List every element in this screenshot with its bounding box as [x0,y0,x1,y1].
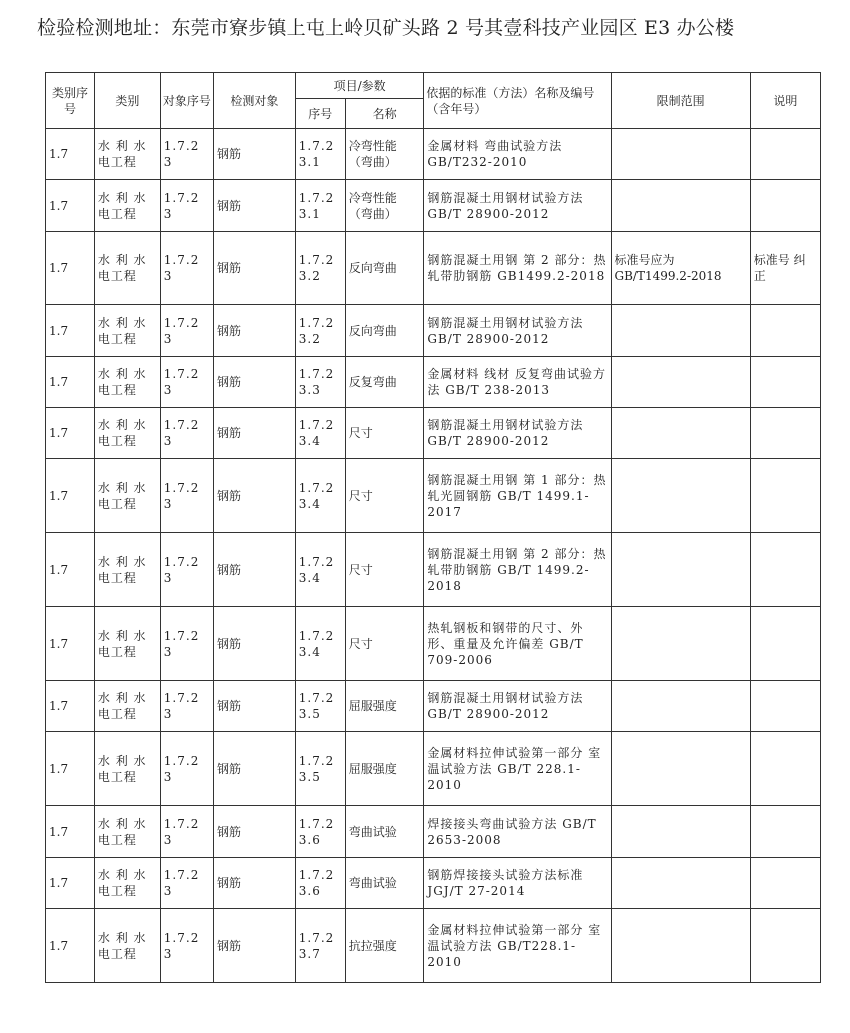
table-row [46,806,821,858]
category-cell: 水 利 水 电工程 [94,180,160,232]
note-cell [750,607,820,681]
item-no-cell: 1.7.2 3.5 [295,681,345,732]
category-no-cell: 1.7 [46,681,95,732]
table-row [46,607,821,681]
category-no-cell: 1.7 [46,357,95,408]
object-cell: 钢筋 [213,357,295,408]
item-name-cell: 冷弯性能（弯曲） [345,129,424,180]
standard-cell: 金属材料拉伸试验第一部分 室温试验方法 GB/T 228.1-2010 [424,732,611,806]
item-no-cell: 1.7.2 3.4 [295,408,345,459]
category-cell: 水 利 水 电工程 [94,732,160,806]
item-name-cell: 屈服强度 [345,681,424,732]
item-no-cell: 1.7.2 3.6 [295,806,345,858]
object-cell: 钢筋 [213,732,295,806]
header-category-no: 类别序号 [46,73,95,129]
item-no-cell: 1.7.2 3.6 [295,858,345,909]
table-header [46,73,821,129]
object-cell: 钢筋 [213,459,295,533]
item-no-cell: 1.7.2 3.3 [295,357,345,408]
standard-cell: 钢筋混凝土用钢 第 2 部分：热轧带肋钢筋 GB1499.2-2018 [424,232,611,305]
header-item-name: 名称 [345,99,424,129]
standard-cell: 钢筋混凝土用钢 第 2 部分：热轧带肋钢筋 GB/T 1499.2-2018 [424,533,611,607]
item-no-cell: 1.7.2 3.1 [295,180,345,232]
header-item-no: 序号 [295,99,345,129]
table-row [46,357,821,408]
table-row [46,408,821,459]
table-row [46,459,821,533]
object-no-cell: 1.7.2 3 [160,533,213,607]
object-cell: 钢筋 [213,408,295,459]
table-row [46,858,821,909]
category-no-cell: 1.7 [46,806,95,858]
object-no-cell: 1.7.2 3 [160,129,213,180]
note-cell: 标准号 纠正 [750,232,820,305]
object-cell: 钢筋 [213,180,295,232]
header-object-no: 对象序号 [160,73,213,129]
accreditation-table [45,72,821,983]
limit-cell [611,533,750,607]
object-no-cell: 1.7.2 3 [160,858,213,909]
note-cell [750,533,820,607]
table-row [46,232,821,305]
item-no-cell: 1.7.2 3.5 [295,732,345,806]
note-cell [750,305,820,357]
item-name-cell: 尺寸 [345,533,424,607]
note-cell [750,129,820,180]
category-cell: 水 利 水 电工程 [94,607,160,681]
limit-cell [611,129,750,180]
item-name-cell: 冷弯性能（弯曲） [345,180,424,232]
limit-cell [611,459,750,533]
table-row [46,180,821,232]
item-no-cell: 1.7.2 3.7 [295,909,345,983]
item-no-cell: 1.7.2 3.2 [295,305,345,357]
note-cell [750,408,820,459]
limit-cell [611,681,750,732]
item-name-cell: 尺寸 [345,408,424,459]
standard-cell: 钢筋混凝土用钢材试验方法 GB/T 28900-2012 [424,408,611,459]
item-name-cell: 反复弯曲 [345,357,424,408]
object-no-cell: 1.7.2 3 [160,232,213,305]
item-no-cell: 1.7.2 3.4 [295,607,345,681]
item-name-cell: 尺寸 [345,607,424,681]
note-cell [750,909,820,983]
category-cell: 水 利 水 电工程 [94,232,160,305]
limit-cell [611,305,750,357]
standard-cell: 钢筋混凝土用钢 第 1 部分：热轧光圆钢筋 GB/T 1499.1-2017 [424,459,611,533]
category-no-cell: 1.7 [46,129,95,180]
limit-cell [611,806,750,858]
standard-cell: 钢筋焊接接头试验方法标准 JGJ/T 27-2014 [424,858,611,909]
object-cell: 钢筋 [213,305,295,357]
category-cell: 水 利 水 电工程 [94,533,160,607]
limit-cell [611,180,750,232]
item-no-cell: 1.7.2 3.1 [295,129,345,180]
object-no-cell: 1.7.2 3 [160,459,213,533]
standard-cell: 金属材料 弯曲试验方法 GB/T232-2010 [424,129,611,180]
category-no-cell: 1.7 [46,909,95,983]
category-cell: 水 利 水 电工程 [94,909,160,983]
limit-cell [611,732,750,806]
category-no-cell: 1.7 [46,607,95,681]
item-name-cell: 弯曲试验 [345,806,424,858]
item-name-cell: 尺寸 [345,459,424,533]
category-cell: 水 利 水 电工程 [94,806,160,858]
header-category: 类别 [94,73,160,129]
note-cell [750,858,820,909]
object-no-cell: 1.7.2 3 [160,681,213,732]
object-cell: 钢筋 [213,681,295,732]
object-cell: 钢筋 [213,129,295,180]
category-cell: 水 利 水 电工程 [94,357,160,408]
limit-cell [611,909,750,983]
category-cell: 水 利 水 电工程 [94,305,160,357]
standard-cell: 钢筋混凝土用钢材试验方法 GB/T 28900-2012 [424,305,611,357]
limit-cell [611,357,750,408]
category-cell: 水 利 水 电工程 [94,459,160,533]
category-no-cell: 1.7 [46,533,95,607]
standard-cell: 金属材料拉伸试验第一部分 室温试验方法 GB/T228.1-2010 [424,909,611,983]
object-no-cell: 1.7.2 3 [160,607,213,681]
standard-cell: 热轧钢板和钢带的尺寸、外形、重量及允许偏差 GB/T 709-2006 [424,607,611,681]
header-limit: 限制范围 [611,73,750,129]
category-cell: 水 利 水 电工程 [94,681,160,732]
object-no-cell: 1.7.2 3 [160,408,213,459]
object-no-cell: 1.7.2 3 [160,305,213,357]
category-no-cell: 1.7 [46,408,95,459]
note-cell [750,681,820,732]
limit-cell [611,408,750,459]
object-cell: 钢筋 [213,806,295,858]
object-cell: 钢筋 [213,858,295,909]
item-no-cell: 1.7.2 3.4 [295,533,345,607]
test-address: 检验检测地址：东莞市寮步镇上屯上岭贝矿头路 2 号其壹科技产业园区 E3 办公楼 [37,17,735,39]
note-cell [750,806,820,858]
table-row [46,129,821,180]
header-standard: 依据的标准（方法）名称及编号（含年号） [424,73,611,129]
note-cell [750,180,820,232]
category-no-cell: 1.7 [46,305,95,357]
item-name-cell: 反向弯曲 [345,232,424,305]
header-item-param: 项目/参数 [295,73,424,99]
item-name-cell: 反向弯曲 [345,305,424,357]
table-row [46,305,821,357]
object-no-cell: 1.7.2 3 [160,909,213,983]
table-row [46,533,821,607]
table-row [46,732,821,806]
item-name-cell: 屈服强度 [345,732,424,806]
standard-cell: 焊接接头弯曲试验方法 GB/T 2653-2008 [424,806,611,858]
standard-cell: 钢筋混凝土用钢材试验方法 GB/T 28900-2012 [424,180,611,232]
note-cell [750,357,820,408]
item-name-cell: 弯曲试验 [345,858,424,909]
category-no-cell: 1.7 [46,858,95,909]
standard-cell: 金属材料 线材 反复弯曲试验方法 GB/T 238-2013 [424,357,611,408]
table-row [46,681,821,732]
object-cell: 钢筋 [213,232,295,305]
item-no-cell: 1.7.2 3.2 [295,232,345,305]
object-no-cell: 1.7.2 3 [160,806,213,858]
category-no-cell: 1.7 [46,459,95,533]
object-no-cell: 1.7.2 3 [160,357,213,408]
note-cell [750,732,820,806]
category-no-cell: 1.7 [46,232,95,305]
object-no-cell: 1.7.2 3 [160,732,213,806]
category-cell: 水 利 水 电工程 [94,858,160,909]
table-body [46,129,821,983]
object-no-cell: 1.7.2 3 [160,180,213,232]
header-note: 说明 [750,73,820,129]
category-no-cell: 1.7 [46,732,95,806]
table-row [46,909,821,983]
limit-cell [611,858,750,909]
item-name-cell: 抗拉强度 [345,909,424,983]
object-cell: 钢筋 [213,607,295,681]
item-no-cell: 1.7.2 3.4 [295,459,345,533]
standard-cell: 钢筋混凝土用钢材试验方法 GB/T 28900-2012 [424,681,611,732]
object-cell: 钢筋 [213,533,295,607]
limit-cell: 标准号应为 GB/T1499.2-2018 [611,232,750,305]
category-cell: 水 利 水 电工程 [94,408,160,459]
category-cell: 水 利 水 电工程 [94,129,160,180]
object-cell: 钢筋 [213,909,295,983]
limit-cell [611,607,750,681]
note-cell [750,459,820,533]
header-object: 检测对象 [213,73,295,129]
category-no-cell: 1.7 [46,180,95,232]
